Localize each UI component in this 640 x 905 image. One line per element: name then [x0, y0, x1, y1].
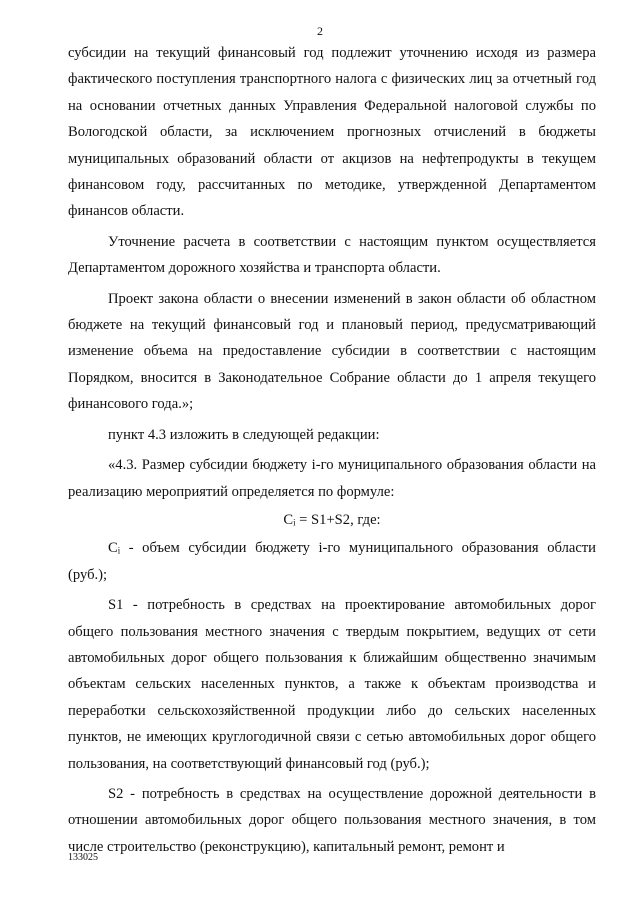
document-body — [68, 40, 596, 860]
paragraph-amend-4-3: пункт 4.3 изложить в следующей редакции: — [108, 426, 380, 443]
paragraph-4-3: «4.3. Размер субсидии бюджету i-го муниципального образования области на реализацию мероприятий определяется по формуле: — [68, 457, 596, 500]
definition-s2: S2 - потребность в средствах на осуществление дорожной деятельности в отношении автомобильных дорог общего пользования местного значения, в том числе строительство (реконструкцию), капитальный ремонт, ремонт и — [68, 785, 596, 855]
page-number: 2 — [317, 24, 323, 38]
definition-ci: Cᵢ - объем субсидии бюджету i-го муниципального образования области (руб.); — [68, 540, 596, 583]
document-code: 133025 — [68, 852, 98, 863]
formula: Cᵢ = S1+S2, где: — [283, 511, 381, 528]
definition-s1: S1 - потребность в средствах на проектирование автомобильных дорог общего пользования местного значения с твердым покрытием, ведущих от сети автомобильных дорог общего пользования к ближайшим общественно значимым объектам сельских населенных пунктов, а также к объектам производства и переработки сельскохозяйственной продукции либо до сельских населенных пунктов, не имеющих круглогодичной связи с сетью автомобильных дорог общего пользования, на соответствующий финансовый год (руб.); — [68, 597, 596, 772]
paragraph-continuation: субсидии на текущий финансовый год подлежит уточнению исходя из размера фактического поступления транспортного налога с физических лиц за отчетный год на основании отчетных данных Управления Федеральной налоговой службы по Вологодской области, за исключением прогнозных отчислений в бюджеты муниципальных образований области от акцизов на нефтепродукты в текущем финансовом году, рассчитанных по методике, утвержденной Департаментом финансов области. — [68, 45, 596, 220]
paragraph-clarification: Уточнение расчета в соответствии с настоящим пунктом осуществляется Департаментом дорожного хозяйства и транспорта области. — [68, 233, 596, 277]
paragraph-draft-law: Проект закона области о внесении изменений в закон области об областном бюджете на текущий финансовый год и плановый период, предусматривающий изменение объема на предоставление субсидии в соответствии с настоящим Порядком, вносится в Законодательное Собрание области до 1 апреля текущего финансового года.»; — [68, 290, 596, 413]
